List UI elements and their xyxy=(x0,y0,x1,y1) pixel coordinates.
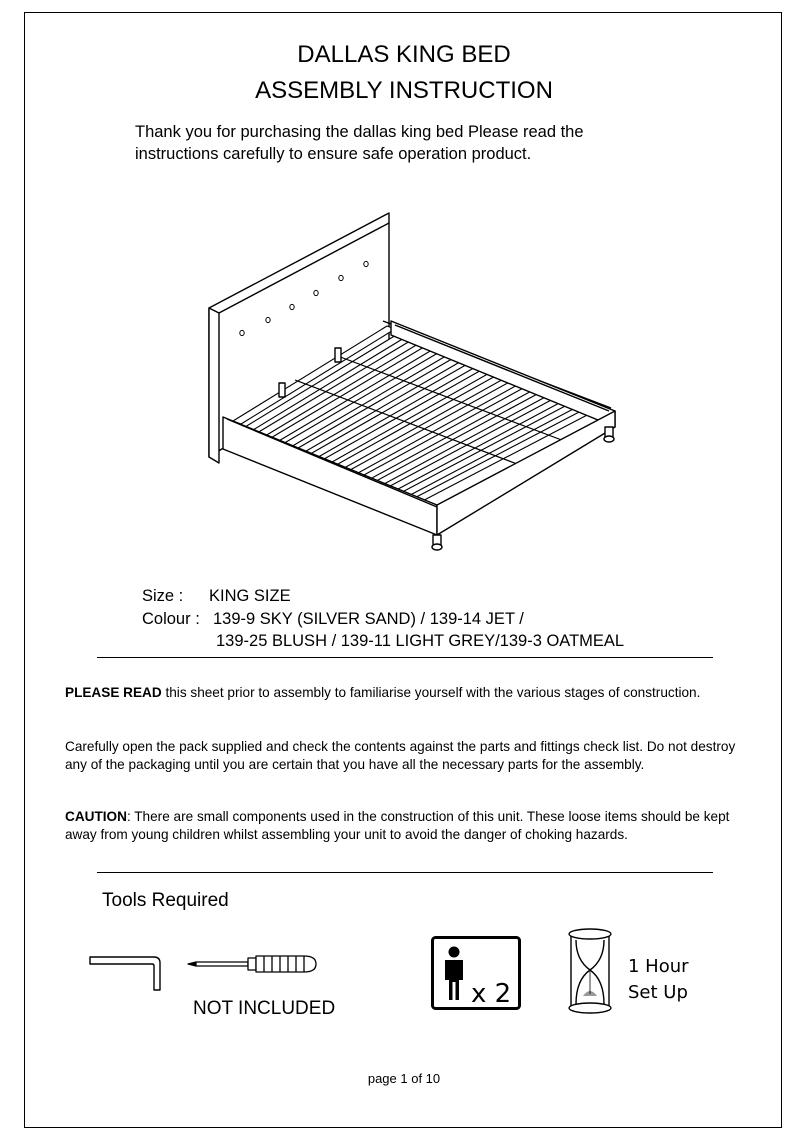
not-included-label: NOT INCLUDED xyxy=(193,998,336,1019)
intro-line-2: instructions carefully to ensure safe operation product. xyxy=(135,145,532,163)
tools-title: Tools Required xyxy=(102,890,229,911)
check-contents-notice: Carefully open the pack supplied and check the contents against the parts and fittings check list. Do not destroy any of the packaging until you are certain that you have all the necessary parts for the assembly. xyxy=(65,739,736,772)
setup-time-line-1: 1 Hour xyxy=(628,956,689,977)
caution-label: CAUTION xyxy=(65,809,127,824)
divider-bottom xyxy=(97,872,713,873)
setup-time-line-2: Set Up xyxy=(628,982,688,1003)
person-icon xyxy=(431,936,521,1010)
caution-text: : There are small components used in the construction of this unit. These loose items should be kept away from young children whilst assembling your unit to avoid the danger of choking hazards. xyxy=(65,809,730,842)
please-read-notice xyxy=(65,684,755,702)
document-title: DALLAS KING BED xyxy=(297,41,511,68)
size-value: KING SIZE xyxy=(209,587,291,605)
colour-label: Colour : xyxy=(142,610,200,628)
please-read-text: this sheet prior to assembly to familiarise yourself with the various stages of construction. xyxy=(161,685,701,700)
document-subtitle: ASSEMBLY INSTRUCTION xyxy=(255,77,553,104)
page-number: page 1 of 10 xyxy=(367,1071,441,1086)
bed-illustration xyxy=(195,205,625,565)
size-label: Size : xyxy=(142,587,184,605)
allen-key-icon xyxy=(88,952,168,994)
divider-top xyxy=(97,657,713,658)
screwdriver-icon xyxy=(186,948,324,980)
hourglass-icon xyxy=(566,924,614,1016)
setup-time xyxy=(628,954,689,1006)
please-read-label: PLEASE READ xyxy=(65,685,162,700)
intro-line-1: Thank you for purchasing the dallas king bed Please read the xyxy=(135,123,584,141)
persons-count: x 2 xyxy=(471,979,512,1009)
intro-text xyxy=(135,121,695,165)
colour-line-2: 139-25 BLUSH / 139-11 LIGHT GREY/139-3 OATMEAL xyxy=(216,632,625,650)
caution-notice xyxy=(65,808,755,844)
colour-line-1: 139-9 SKY (SILVER SAND) / 139-14 JET / xyxy=(213,610,524,628)
